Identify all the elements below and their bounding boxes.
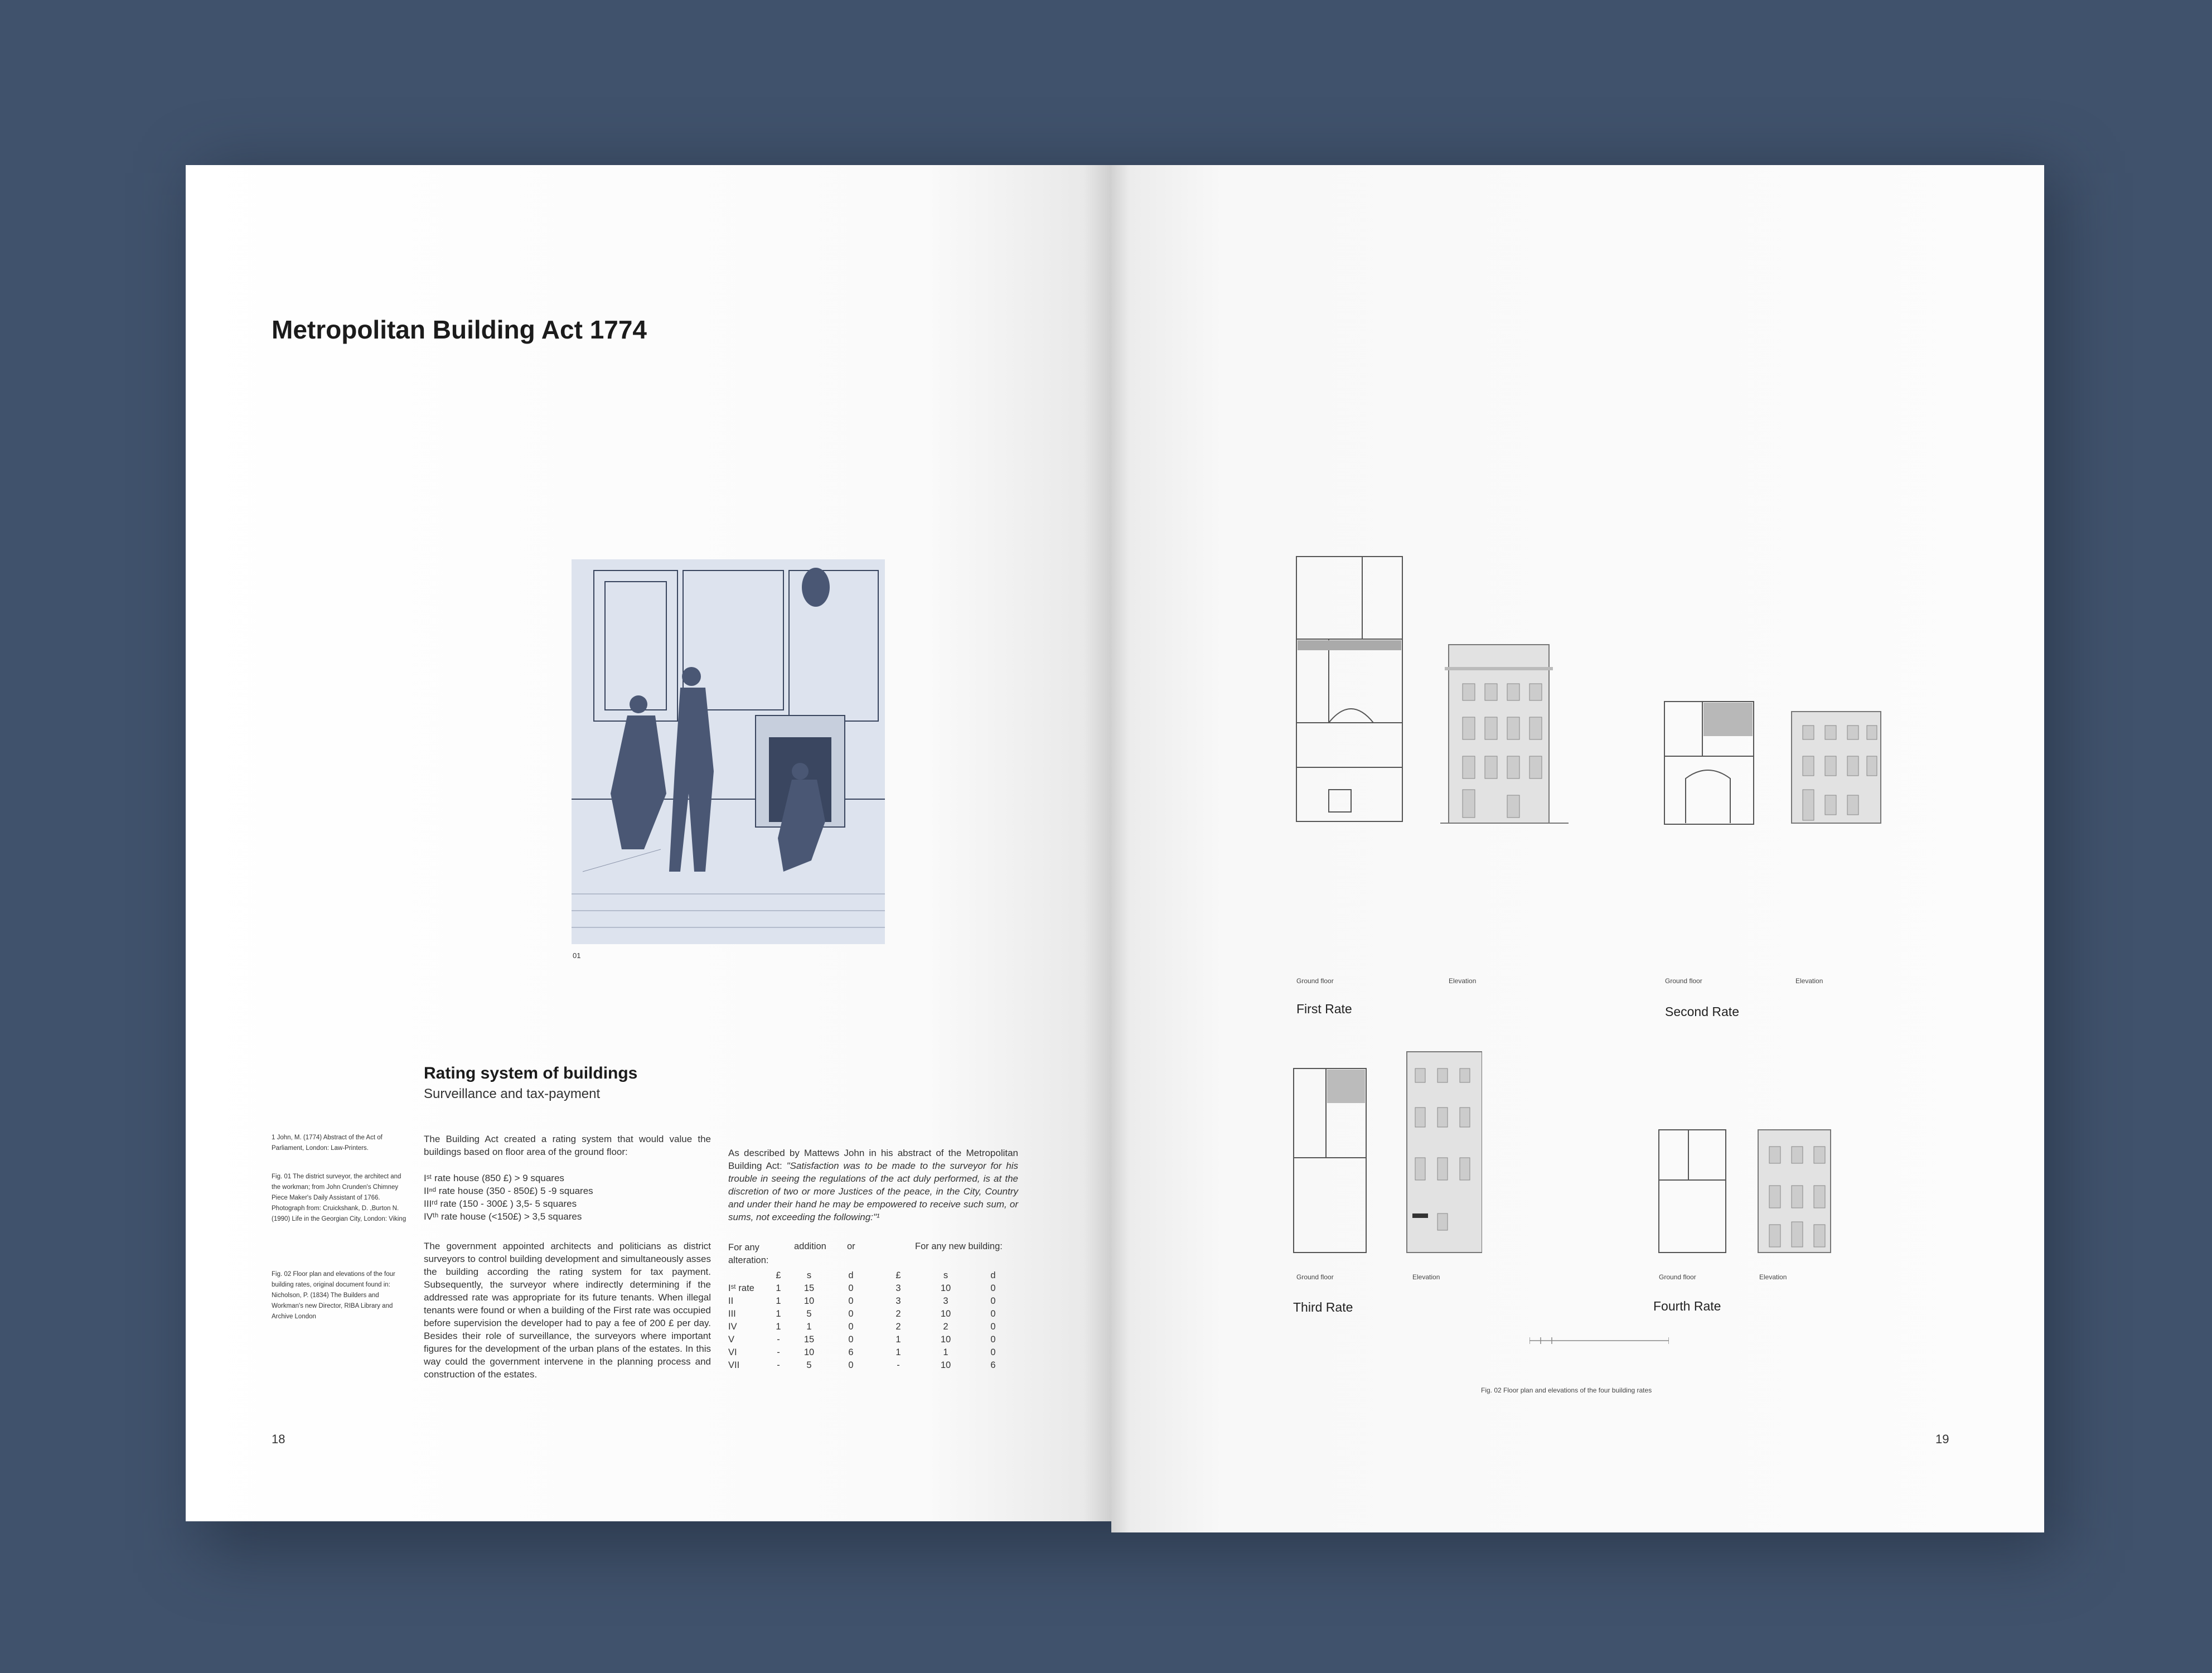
table-cell: 1 [896,1347,901,1357]
table-row [728,1333,1018,1346]
table-cell: VI [728,1347,737,1357]
footnote-1: 1 John, M. (1774) Abstract of the Act of Parliament, London: Law-Printers. [272,1134,383,1152]
page-title: Metropolitan Building Act 1774 [272,315,647,344]
table-cell: - [777,1334,780,1345]
figure-number: 01 [573,951,581,960]
table-cell: 5 [806,1309,812,1319]
table-cell: 10 [940,1360,951,1370]
table-cell: 0 [990,1322,996,1332]
table-row [728,1321,1018,1333]
table-cell: V [728,1334,735,1345]
quote-intro: As described by Mattews John in his abstract of the Metropolitan Building Act: [728,1148,1018,1171]
fee-table-block [728,1241,1018,1372]
figure-caption: Fig. 02 Floor plan and elevations of the four building rates [1481,1386,1652,1394]
second-rate-drawings [1663,700,1886,834]
alteration-heading: For any alteration: [728,1242,769,1265]
table-cell: 2 [896,1322,901,1332]
table-cell: 1 [776,1309,781,1319]
rate-item: Iˢᵗ rate house (850 £) > 9 squares [424,1173,564,1183]
table-cell: 6 [848,1347,854,1357]
third-rate-drawings [1293,1046,1482,1258]
table-cell: 15 [804,1334,815,1345]
figure-note-02: Fig. 02 Floor plan and elevations of the four building rates, original document found in: Nicholson, P. (1834) The Builders and Workman's new Director, RIBA Library and Archive London [272,1271,395,1320]
second-rate-title: Second Rate [1665,1004,1739,1019]
table-cell: 10 [804,1347,815,1357]
table-cell: d [990,1270,996,1280]
section-title: Rating system of buildings [424,1064,638,1082]
fee-table [728,1269,1018,1372]
scale-bar [1529,1335,1669,1346]
table-cell: 0 [990,1296,996,1306]
table-cell: 0 [990,1283,996,1293]
first-rate-drawings [1295,555,1596,829]
table-cell: 0 [848,1334,854,1345]
third-rate-elevation-label: Elevation [1412,1273,1440,1281]
table-cell: 1 [776,1322,781,1332]
table-cell: s [806,1270,812,1280]
intro-paragraph: The Building Act created a rating system that would value the buildings based on floor area of the ground floor: [424,1134,711,1157]
third-rate-plan-label: Ground floor [1296,1273,1334,1281]
table-cell: IV [728,1322,737,1332]
right-page [1111,165,2044,1532]
first-rate-title: First Rate [1296,1002,1352,1016]
first-rate-plan-band [1298,640,1401,650]
fourth-rate-elevation-label: Elevation [1759,1273,1787,1281]
first-rate-floor-plan [1296,557,1402,821]
table-cell: II [728,1296,734,1306]
table-cell: 10 [804,1296,815,1306]
new-building-heading: For any new building: [915,1241,1003,1251]
table-cell: 1 [776,1296,781,1306]
table-cell: 1 [776,1283,781,1293]
table-cell: 2 [943,1322,948,1332]
figure-note-01: Fig. 01 The district surveyor, the architect and the workman; from John Crunden's Chimney Piece Maker's Daily Assistant of 1766. Photograph from: Cruickshank, D. ,Burton N. (1990) Life in the Georgian City, London: Viking [272,1173,406,1222]
page-number-right: 19 [1935,1432,1949,1446]
or-label: or [847,1241,855,1251]
third-rate-plan-shade [1327,1070,1365,1103]
table-cell: 1 [943,1347,948,1357]
table-cell: 10 [940,1283,951,1293]
table-cell: £ [776,1270,781,1280]
second-rate-elevation [1792,712,1881,823]
third-rate-title: Third Rate [1293,1300,1353,1314]
table-cell: 0 [848,1296,854,1306]
table-cell: - [777,1360,780,1370]
addition-heading: addition [794,1241,826,1251]
fourth-rate-plan-label: Ground floor [1659,1273,1696,1281]
table-cell: 6 [990,1360,996,1370]
first-rate-elevation [1440,645,1569,823]
table-cell: 0 [990,1309,996,1319]
fee-units-row [728,1269,1018,1282]
table-cell: 1 [896,1334,901,1345]
table-cell: 3 [896,1283,901,1293]
table-row [728,1346,1018,1359]
table-cell: 0 [848,1283,854,1293]
table-cell: 15 [804,1283,815,1293]
fourth-rate-floor-plan [1659,1130,1726,1253]
table-cell: VII [728,1360,740,1370]
table-cell: 2 [896,1309,901,1319]
table-cell: s [943,1270,948,1280]
second-rate-plan-shade [1703,703,1753,736]
table-cell: d [848,1270,854,1280]
table-row [728,1308,1018,1321]
table-row [728,1359,1018,1372]
table-cell: 0 [848,1309,854,1319]
rate-item: IIⁿᵈ rate house (350 - 850£) 5 -9 squares [424,1186,593,1196]
table-cell: 0 [848,1360,854,1370]
table-cell: 3 [943,1296,948,1306]
table-cell: 5 [806,1360,812,1370]
table-cell: - [777,1347,780,1357]
table-cell: 1 [806,1322,812,1332]
rates-list [424,1172,711,1223]
table-cell: 10 [940,1309,951,1319]
table-cell: 0 [990,1334,996,1345]
first-rate-elevation-label: Elevation [1449,977,1477,985]
table-cell: III [728,1309,736,1319]
table-row [728,1282,1018,1295]
table-cell: 3 [896,1296,901,1306]
section-subtitle: Surveillance and tax-payment [424,1086,601,1101]
quote-block [728,1147,1018,1224]
fourth-rate-elevation [1758,1130,1831,1253]
engraving-illustration [572,559,885,944]
table-row [728,1295,1018,1308]
first-rate-plan-label: Ground floor [1296,977,1334,985]
second-rate-plan-label: Ground floor [1665,977,1702,985]
table-cell: - [897,1360,900,1370]
page-number-left: 18 [272,1432,285,1446]
table-cell: 0 [990,1347,996,1357]
third-rate-elevation [1407,1052,1482,1253]
table-cell: Iˢᵗ rate [728,1283,754,1293]
table-cell: £ [896,1270,901,1280]
rate-item: IIIʳᵈ rate (150 - 300£ ) 3,5- 5 squares [424,1198,577,1209]
table-cell: 10 [940,1334,951,1345]
second-rate-elevation-label: Elevation [1795,977,1823,985]
fourth-rate-drawings [1658,1113,1836,1258]
surveyor-paragraph: The government appointed architects and politicians as district surveyors to control building development and simultaneously asses the building according the rating system for tax payment. Subsequently, the surveyor where indirectly determining if the addressed rate was appropriate for its future tenants. When illegal tenants were found or when a building of the First rate was occupied before supervision the developer had to pay a fee of 200 £ per day. Besides their role of surveillance, the surveyors where important figures for the development of the urban plans of the estates. In this way could the government intervene in the planning process and construction of the estates. [424,1241,711,1380]
left-page [186,165,1111,1521]
fourth-rate-title: Fourth Rate [1653,1299,1721,1313]
quote-text: "Satisfaction was to be made to the surveyor for his trouble in seeing the regulations of the act duly performed, is at the discretion of two or more Justices of the peace, in the City, Country and under their hand he may be empowered to receive such sum, or sums, not exceeding the following:"¹ [728,1161,1018,1222]
rate-item: IVᵗʰ rate house (<150£) > 3,5 squares [424,1211,582,1222]
table-cell: 0 [848,1322,854,1332]
